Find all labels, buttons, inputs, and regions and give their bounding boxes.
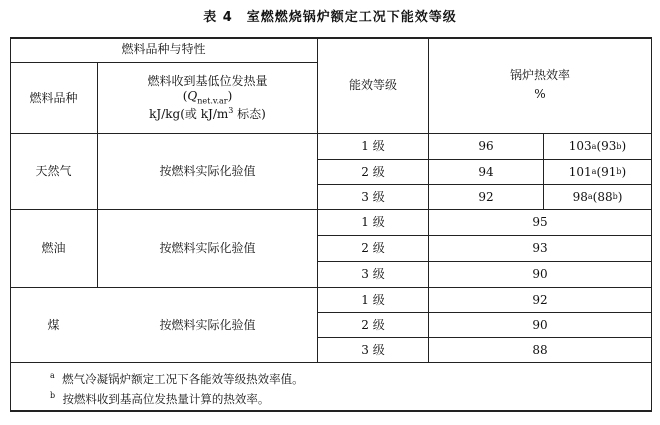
efficiency-value: 90 xyxy=(532,317,548,332)
level-cell: 3 级 xyxy=(361,189,385,204)
condensing-efficiency-value: 98 a (88 b ) xyxy=(572,189,623,204)
efficiency-value: 92 xyxy=(478,189,494,204)
table-right-border xyxy=(651,37,652,412)
efficiency-value: 93 xyxy=(532,241,548,255)
level-cell: 1 级 xyxy=(361,292,385,307)
header-fuel-type: 燃料品种 xyxy=(29,90,78,105)
header-heat-value-symbol: $(Q_{net.v.ar})$ xyxy=(182,88,233,106)
level-cell: 2 级 xyxy=(361,164,385,179)
condensing-efficiency-value: 103 a (93 b ) xyxy=(568,139,627,153)
fuel-method-oil: 按燃料实际化验值 xyxy=(159,241,256,255)
level-cell: 2 级 xyxy=(361,317,385,332)
table-caption: 表 4 室燃燃烧锅炉额定工况下能效等级 xyxy=(203,10,457,25)
header-fuel-group: 燃料品种与特性 xyxy=(121,42,206,56)
header-heat-value xyxy=(98,63,317,133)
footnote-a: $^a$ 燃气冷凝锅炉额定工况下各能效等级热效率值。 xyxy=(50,371,304,386)
level-cell: 3 级 xyxy=(361,342,385,357)
level-cell: 3 级 xyxy=(361,267,385,281)
fuel-method-gas: 按燃料实际化验值 xyxy=(159,164,256,178)
efficiency-value: 88 xyxy=(532,342,548,357)
fuel-name-coal: 煤 xyxy=(47,317,60,332)
level-cell: 2 级 xyxy=(361,241,385,255)
header-heat-value-unit: kJ/kg(或 $kJ/m^3$ 标态) xyxy=(149,106,266,122)
fuel-name-oil: 燃油 xyxy=(41,241,66,255)
efficiency-value: 94 xyxy=(478,164,494,179)
fuel-method-coal: 按燃料实际化验值 xyxy=(159,317,256,332)
condensing-efficiency-value: 101 a (91 b ) xyxy=(568,164,627,179)
table-bottom-border xyxy=(10,410,652,412)
footnote-b: $^b$ 按燃料收到基高位发热量计算的热效率。 xyxy=(50,391,270,406)
efficiency-value: 95 xyxy=(532,215,548,229)
efficiency-value: 92 xyxy=(532,292,548,307)
header-efficiency-title: 锅炉热效率 xyxy=(509,68,570,82)
efficiency-table xyxy=(10,37,652,412)
header-level: 能效等级 xyxy=(348,77,397,92)
level-cell: 1 级 xyxy=(361,139,385,153)
header-heat-value-title: 燃料收到基低位发热量 xyxy=(147,73,268,88)
fuel-name-gas: 天然气 xyxy=(35,164,72,178)
efficiency-value: 90 xyxy=(532,267,548,281)
efficiency-value: 96 xyxy=(478,139,494,153)
footnote-divider xyxy=(10,362,652,363)
header-efficiency xyxy=(429,37,651,133)
level-cell: 1 级 xyxy=(361,215,385,229)
header-efficiency-unit: % xyxy=(534,87,546,101)
